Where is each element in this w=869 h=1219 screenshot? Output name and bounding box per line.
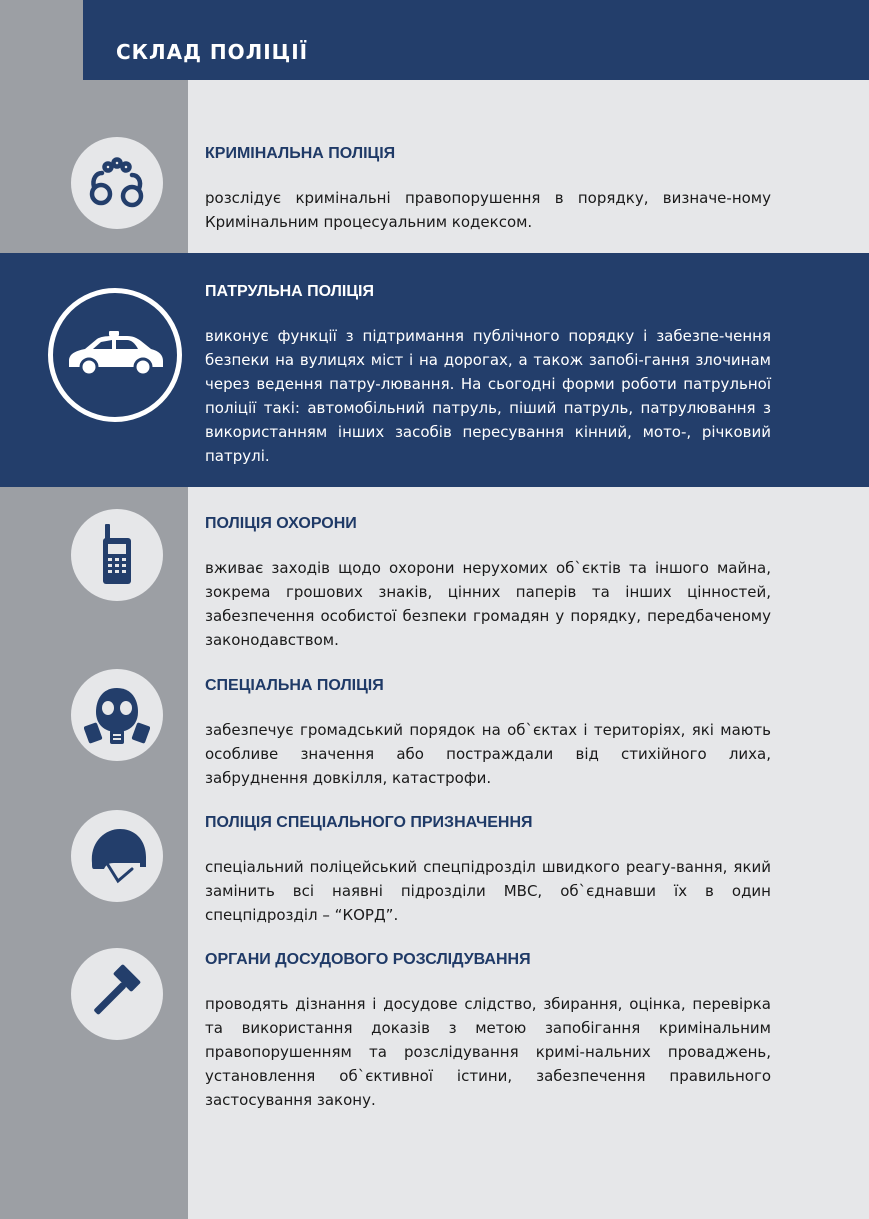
section-patrol-police [205,282,771,468]
section-text: проводять дізнання і досудове слідство, збирання, оцінка, перевірка та використання доказів з метою запобігання кримінальним правопорушенням та розслідування кримі-нальних проваджень, установлення об`єктивної істини, забезпечення правильного застосування закону. [205,995,771,1109]
section-title: ПОЛІЦІЯ ОХОРОНИ [205,515,357,532]
radio-icon [71,509,163,601]
section-text: вживає заходів щодо охорони нерухомих об`єктів та іншого майна, зокрема грошових знаків, цінних паперів та інших цінностей, забезпечення особистої безпеки громадян у порядку, передбаченому законодавством. [205,559,771,649]
gavel-icon [71,948,163,1040]
section-special-police [205,676,771,790]
section-text: забезпечує громадський порядок на об`єктах і територіях, які мають особливе значення або постраждали від стихійного лиха, забруднення довкілля, катастрофи. [205,721,771,787]
section-text: розслідує кримінальні правопорушення в порядку, визначе-ному Кримінальним процесуальним кодексом. [205,189,771,231]
section-text: спеціальний поліцейський спецпідрозділ швидкого реагу-вання, який замінить всі наявні підрозділи МВС, об`єднавши їх в один спецпідрозділ – “КОРД”. [205,858,771,924]
section-title: ОРГАНИ ДОСУДОВОГО РОЗСЛІДУВАННЯ [205,951,531,968]
handcuffs-icon [71,137,163,229]
page-title: СКЛАД ПОЛІЦІЇ [116,40,309,64]
section-text: виконує функції з підтримання публічного порядку і забезпе-чення безпеки на вулицях міст і на дорогах, а також запобі-гання злочинам через ведення патру-лювання. На сьогодні форми роботи патрульної поліції такі: автомобільний патруль, піший патруль, патрулювання з використанням інших засобів пересування кінний, мото-, річковий патрулі. [205,327,771,465]
section-title: КРИМІНАЛЬНА ПОЛІЦІЯ [205,145,396,162]
section-special-purpose-police [205,813,771,927]
section-guard-police [205,514,771,652]
page-header [83,0,869,80]
gas-mask-icon [71,669,163,761]
section-pretrial-investigation [205,950,771,1112]
section-criminal-police [205,144,771,234]
police-car-icon [48,288,182,422]
section-title: ПАТРУЛЬНА ПОЛІЦІЯ [205,283,374,300]
section-title: СПЕЦІАЛЬНА ПОЛІЦІЯ [205,677,384,694]
helmet-icon [71,810,163,902]
section-title: ПОЛІЦІЯ СПЕЦІАЛЬНОГО ПРИЗНАЧЕННЯ [205,814,533,831]
